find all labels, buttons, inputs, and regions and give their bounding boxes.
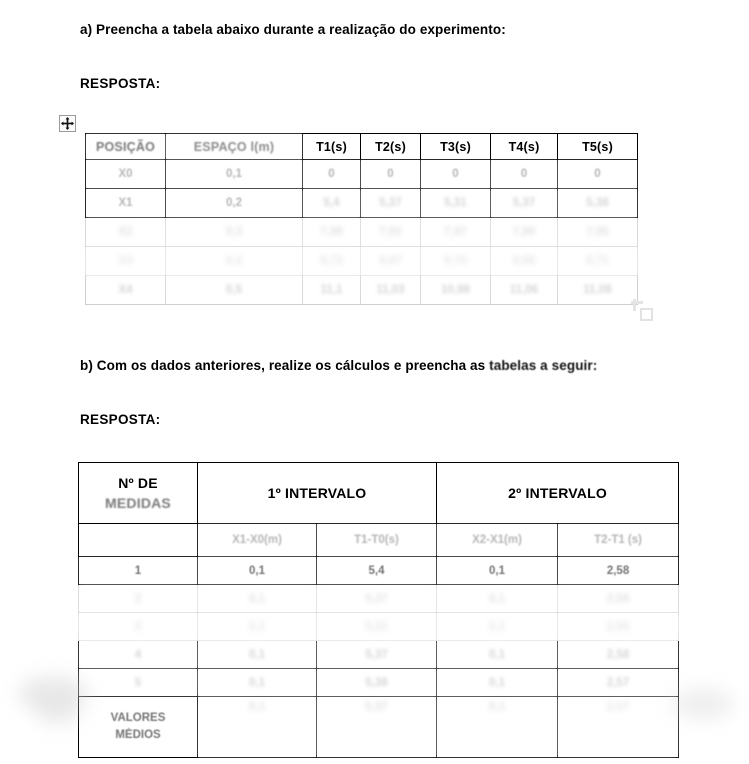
col-header-intervalo-1: 1º INTERVALO (198, 463, 437, 524)
cell-t2[interactable]: 11,03 (361, 276, 421, 305)
cell-posicao[interactable]: X2 (86, 218, 166, 247)
col-header-espaco: ESPAÇO l(m) (166, 134, 303, 160)
col-header-t3: T3(s) (421, 134, 491, 160)
cell-t5[interactable]: 9,71 (558, 247, 638, 276)
cell-medida[interactable]: 2 (79, 585, 198, 613)
table-row-mean[interactable] (79, 697, 679, 758)
table-move-handle[interactable] (59, 115, 76, 132)
cell-espaco[interactable]: 0,1 (166, 160, 303, 189)
table-row[interactable] (86, 276, 638, 305)
answer-b-label: RESPOSTA: (80, 412, 161, 427)
cell-espaco[interactable]: 0,4 (166, 247, 303, 276)
cell-t1[interactable]: 7,98 (303, 218, 361, 247)
sub-header-x2-x1: X2-X1(m) (437, 524, 558, 557)
cell-t2-t1[interactable]: 2,58 (558, 557, 679, 585)
cell-x1-x0[interactable]: 0,1 (198, 557, 317, 585)
cell-t4[interactable]: 11,06 (491, 276, 558, 305)
cell-t1-t0[interactable]: 5,37 (317, 585, 437, 613)
resize-arm-vertical (633, 299, 636, 311)
col-header-posicao: POSIÇÃO (86, 134, 166, 160)
cell-valores-medios-label (79, 697, 198, 758)
cell-t1[interactable]: 0 (303, 160, 361, 189)
question-b-text (80, 358, 597, 373)
col-header-t2: T2(s) (361, 134, 421, 160)
question-b-tail: tabelas a seguir: (489, 358, 598, 373)
cell-x1-x0[interactable]: 0,1 (198, 585, 317, 613)
cell-medida[interactable]: 4 (79, 641, 198, 669)
cell-x1-x0[interactable]: 0,1 (198, 613, 317, 641)
cell-espaco[interactable]: 0,2 (166, 189, 303, 218)
cell-t3[interactable]: 10,98 (421, 276, 491, 305)
table-row[interactable] (86, 189, 638, 218)
cell-t2[interactable]: 9,67 (361, 247, 421, 276)
sub-header-t1-t0: T1-T0(s) (317, 524, 437, 557)
valores-medios-line2: MÉDIOS (115, 729, 161, 741)
cell-mean-x2-x1[interactable]: 0,1 (437, 697, 558, 758)
scan-smudge-right (672, 688, 734, 720)
resize-square-icon (640, 308, 653, 321)
question-b-head: b) Com os dados anteriores, realize os cálculos e preencha as (80, 358, 490, 373)
cell-t4[interactable]: 5,37 (491, 189, 558, 218)
cell-posicao[interactable]: X3 (86, 247, 166, 276)
cell-t2-t1[interactable]: 2,58 (558, 585, 679, 613)
table-row[interactable] (79, 557, 679, 585)
interval-calculation-table[interactable] (78, 462, 679, 758)
table-row[interactable] (79, 669, 679, 697)
cell-t1[interactable]: 11,1 (303, 276, 361, 305)
sub-header-blank (79, 524, 198, 557)
table-row[interactable] (86, 247, 638, 276)
cell-t1-t0[interactable]: 5,31 (317, 613, 437, 641)
col-header-numero-medidas (79, 463, 198, 524)
cell-t2-t1[interactable]: 2,56 (558, 613, 679, 641)
col-header-t1: T1(s) (303, 134, 361, 160)
cell-posicao[interactable]: X4 (86, 276, 166, 305)
experiment-data-table[interactable] (85, 133, 638, 305)
valores-medios-line1: VALORES (110, 712, 166, 725)
cell-mean-t2-t1[interactable]: 2,57 (558, 697, 679, 758)
table-row[interactable] (86, 160, 638, 189)
cell-t2-t1[interactable]: 2,58 (558, 641, 679, 669)
scan-smudge-left-2 (36, 700, 82, 726)
col-header-t4: T4(s) (491, 134, 558, 160)
col-header-t5: T5(s) (558, 134, 638, 160)
cell-t3[interactable]: 7,97 (421, 218, 491, 247)
cell-t1-t0[interactable]: 5,38 (317, 669, 437, 697)
cell-mean-t1-t0[interactable]: 5,37 (317, 697, 437, 758)
table-sub-header-row (79, 524, 679, 557)
cell-x2-x1[interactable]: 0,1 (437, 613, 558, 641)
cell-t1[interactable]: 9,72 (303, 247, 361, 276)
col-header-intervalo-2: 2º INTERVALO (437, 463, 679, 524)
cell-t3[interactable]: 0 (421, 160, 491, 189)
cell-x2-x1[interactable]: 0,1 (437, 557, 558, 585)
cell-medida[interactable]: 3 (79, 613, 198, 641)
cell-t4[interactable]: 7,96 (491, 218, 558, 247)
cell-espaco[interactable]: 0,3 (166, 218, 303, 247)
cell-t5[interactable]: 7,95 (558, 218, 638, 247)
sub-header-x1-x0: X1-X0(m) (198, 524, 317, 557)
table-row[interactable] (86, 218, 638, 247)
numero-medidas-line2: MEDIDAS (105, 495, 171, 511)
cell-espaco[interactable]: 0,5 (166, 276, 303, 305)
numero-medidas-line1: Nº DE (118, 474, 158, 491)
table-row[interactable] (79, 613, 679, 641)
cell-t1-t0[interactable]: 5,37 (317, 641, 437, 669)
cell-t2[interactable]: 7,92 (361, 218, 421, 247)
cell-t5[interactable]: 11,08 (558, 276, 638, 305)
cell-posicao[interactable]: X1 (86, 189, 166, 218)
sub-header-t2-t1: T2-T1 (s) (558, 524, 679, 557)
cell-t1[interactable]: 5,4 (303, 189, 361, 218)
cell-t5[interactable]: 5,38 (558, 189, 638, 218)
answer-a-label: RESPOSTA: (80, 76, 161, 91)
cell-x2-x1[interactable]: 0,1 (437, 641, 558, 669)
table-header-row (86, 134, 638, 160)
cell-x1-x0[interactable]: 0,1 (198, 669, 317, 697)
cell-t2-t1[interactable]: 2,57 (558, 669, 679, 697)
cell-t1-t0[interactable]: 5,4 (317, 557, 437, 585)
table-resize-handle[interactable] (631, 299, 653, 321)
cell-x2-x1[interactable]: 0,1 (437, 669, 558, 697)
cell-t4[interactable]: 0 (491, 160, 558, 189)
cell-t2[interactable]: 5,37 (361, 189, 421, 218)
move-cross-icon (60, 116, 75, 131)
cell-x1-x0[interactable]: 0,1 (198, 641, 317, 669)
cell-medida[interactable]: 5 (79, 669, 198, 697)
question-a-text: a) Preencha a tabela abaixo durante a realização do experimento: (80, 22, 506, 37)
cell-t2[interactable]: 0 (361, 160, 421, 189)
table-group-header-row (79, 463, 679, 524)
cell-x2-x1[interactable]: 0,1 (437, 585, 558, 613)
cell-medida[interactable]: 1 (79, 557, 198, 585)
cell-t5[interactable]: 0 (558, 160, 638, 189)
cell-t3[interactable]: 9,70 (421, 247, 491, 276)
cell-t3[interactable]: 5,31 (421, 189, 491, 218)
cell-mean-x1-x0[interactable]: 0,1 (198, 697, 317, 758)
table-row[interactable] (79, 585, 679, 613)
table-row[interactable] (79, 641, 679, 669)
cell-t4[interactable]: 9,68 (491, 247, 558, 276)
cell-posicao[interactable]: X0 (86, 160, 166, 189)
